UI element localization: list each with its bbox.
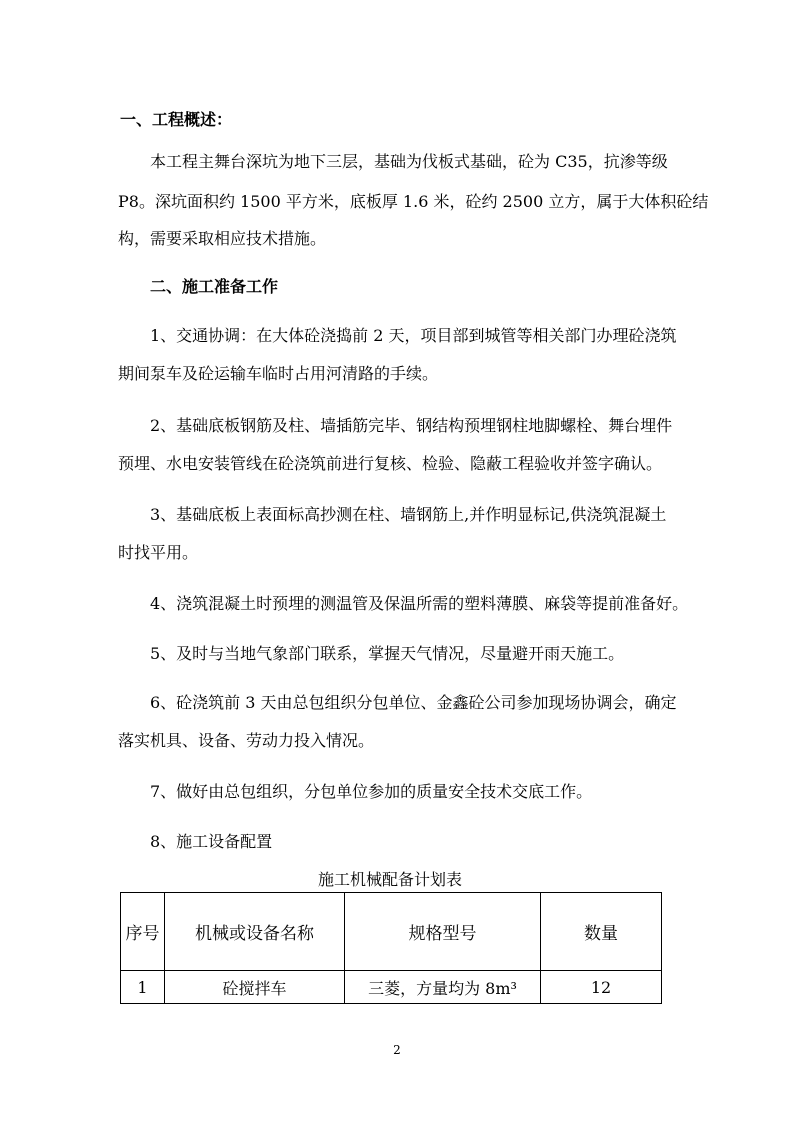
cell-serial: 1	[121, 971, 165, 1004]
table-row	[121, 971, 662, 1004]
item-4-line-1: 4、浇筑混凝土时预埋的测温管及保温所需的塑料薄膜、麻袋等提前准备好。	[150, 594, 689, 613]
overview-line-2: P8。深坑面积约 1500 平方米，底板厚 1.6 米，砼约 2500 立方，属于大体积砼结	[118, 192, 709, 211]
table-caption: 施工机械配备计划表	[317, 870, 462, 889]
prep-heading: 二、施工准备工作	[150, 277, 279, 296]
header-quantity: 数量	[541, 893, 662, 971]
overview-line-3: 构，需要采取相应技术措施。	[118, 229, 327, 248]
equipment-table	[120, 892, 662, 1004]
header-equipment-name: 机械或设备名称	[165, 893, 345, 971]
cell-spec-model: 三菱，方量均为 8m³	[345, 971, 541, 1004]
header-serial: 序号	[121, 893, 165, 971]
header-spec-model: 规格型号	[345, 893, 541, 971]
item-6-line-1: 6、砼浇筑前 3 天由总包组织分包单位、金鑫砼公司参加现场协调会，确定	[150, 693, 677, 712]
item-2-line-2: 预埋、水电安装管线在砼浇筑前进行复核、检验、隐蔽工程验收并签字确认。	[118, 454, 663, 473]
item-1-line-1: 1、交通协调：在大体砼浇捣前 2 天，项目部到城管等相关部门办理砼浇筑	[150, 326, 677, 345]
item-5-line-1: 5、及时与当地气象部门联系，掌握天气情况，尽量避开雨天施工。	[150, 644, 625, 663]
page-number: 2	[393, 1043, 401, 1057]
cell-quantity: 12	[541, 971, 662, 1004]
item-2-line-1: 2、基础底板钢筋及柱、墙插筋完毕、钢结构预埋钢柱地脚螺栓、舞台埋件	[150, 416, 673, 435]
item-7-line-1: 7、做好由总包组织，分包单位参加的质量安全技术交底工作。	[150, 782, 593, 801]
overview-heading: 一、工程概述：	[120, 110, 233, 129]
cell-equipment-name: 砼搅拌车	[165, 971, 345, 1004]
item-8-line-1: 8、施工设备配置	[150, 832, 273, 851]
item-6-line-2: 落实机具、设备、劳动力投入情况。	[118, 731, 375, 750]
overview-line-1: 本工程主舞台深坑为地下三层，基础为伐板式基础，砼为 C35，抗渗等级	[150, 152, 668, 171]
item-3-line-1: 3、基础底板上表面标高抄测在柱、墙钢筋上,并作明显标记,供浇筑混凝土	[150, 505, 667, 524]
item-3-line-2: 时找平用。	[118, 543, 199, 562]
item-1-line-2: 期间泵车及砼运输车临时占用河清路的手续。	[118, 364, 439, 383]
table-header-row	[121, 893, 662, 971]
